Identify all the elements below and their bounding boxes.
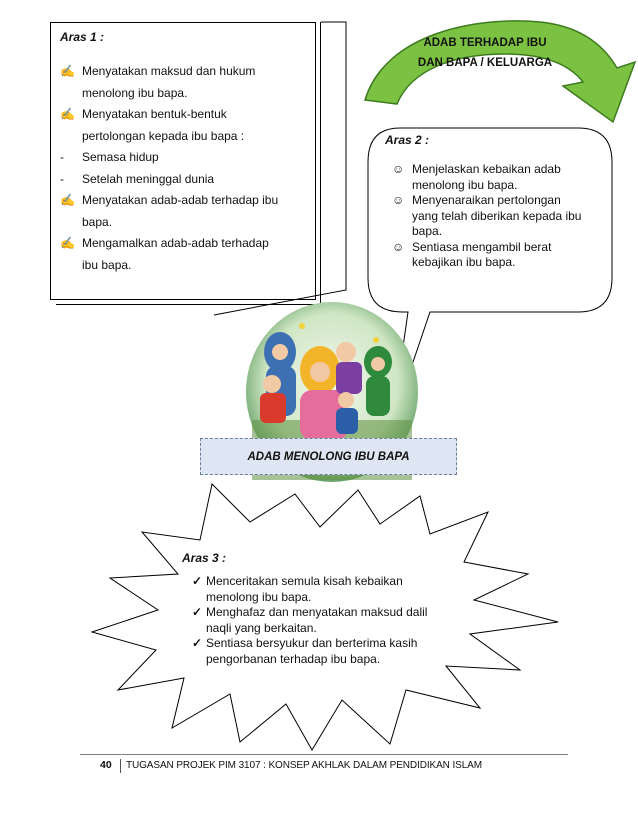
check-icon: ✓ xyxy=(192,605,203,619)
aras2-list: ☺ Menjelaskan kebaikan adab menolong ibu bapa. ☺ Menyenaraikan pertolongan yang telah diberikan kepada ibu bapa. ☺ Sentiasa mengambil berat kebajikan ibu bapa. xyxy=(392,162,607,271)
page-number: 40 xyxy=(100,759,112,771)
connector-line xyxy=(214,22,346,315)
aras1-title: Aras 1 : xyxy=(60,30,105,44)
check-icon: ✓ xyxy=(192,636,203,650)
smile-icon: ☺ xyxy=(392,162,405,176)
check-icon: ✓ xyxy=(192,574,203,588)
list-item: ☺ Sentiasa mengambil berat xyxy=(392,239,552,254)
topic-banner: ADAB MENOLONG IBU BAPA xyxy=(200,438,457,475)
aras2-title: Aras 2 : xyxy=(385,133,430,147)
list-item: ✓ Sentiasa bersyukur dan berterima kasih xyxy=(192,636,418,650)
aras1-list: ✍ Menyatakan maksud dan hukum menolong ibu bapa. ✍ Menyatakan bentuk-bentuk pertolongan kepada ibu bapa : - Semasa hidup - Setelah meninggal dunia ✍ Menyatakan adab-adab terhadap ibu bapa. ✍ Mengamalkan adab-adab terhadap ibu bapa. xyxy=(60,61,310,276)
list-item: ☺ Menyenaraikan pertolongan xyxy=(392,193,561,207)
list-item: ✍ Menyatakan maksud dan hukum xyxy=(60,61,310,83)
list-item: ✍ Menyatakan bentuk-bentuk xyxy=(60,104,310,126)
list-item: ☺ Menjelaskan kebaikan adab xyxy=(392,162,561,176)
list-item: - Semasa hidup xyxy=(60,150,159,164)
pen-icon: ✍ xyxy=(60,193,75,207)
pen-icon: ✍ xyxy=(60,107,75,121)
aras3-list: ✓ Menceritakan semula kisah kebaikan menolong ibu bapa. ✓ Menghafaz dan menyatakan maksud dalil naqli yang berkaitan. ✓ Sentiasa bersyukur dan berterima kasih pengorbanan terhadap ibu bapa. xyxy=(192,574,472,667)
smile-icon: ☺ xyxy=(392,193,405,207)
aras3-title: Aras 3 : xyxy=(182,551,227,565)
list-item: ✓ Menghafaz dan menyatakan maksud dalil xyxy=(192,605,428,619)
list-item: ✓ Menceritakan semula kisah kebaikan xyxy=(192,574,403,588)
list-item: - Setelah meninggal dunia xyxy=(60,171,215,186)
footer-divider xyxy=(120,759,121,773)
list-item: ✍ Mengamalkan adab-adab terhadap xyxy=(60,233,310,255)
pen-icon: ✍ xyxy=(60,236,75,250)
footer-text: TUGASAN PROJEK PIM 3107 : KONSEP AKHLAK DALAM PENDIDIKAN ISLAM xyxy=(126,760,482,771)
list-item: ✍ Menyatakan adab-adab terhadap ibu xyxy=(60,190,310,212)
footer-rule xyxy=(80,754,568,755)
smile-icon: ☺ xyxy=(392,239,405,254)
pen-icon: ✍ xyxy=(60,64,75,78)
arrow-title: ADAB TERHADAP IBU DAN BAPA / KELUARGA xyxy=(417,37,553,69)
